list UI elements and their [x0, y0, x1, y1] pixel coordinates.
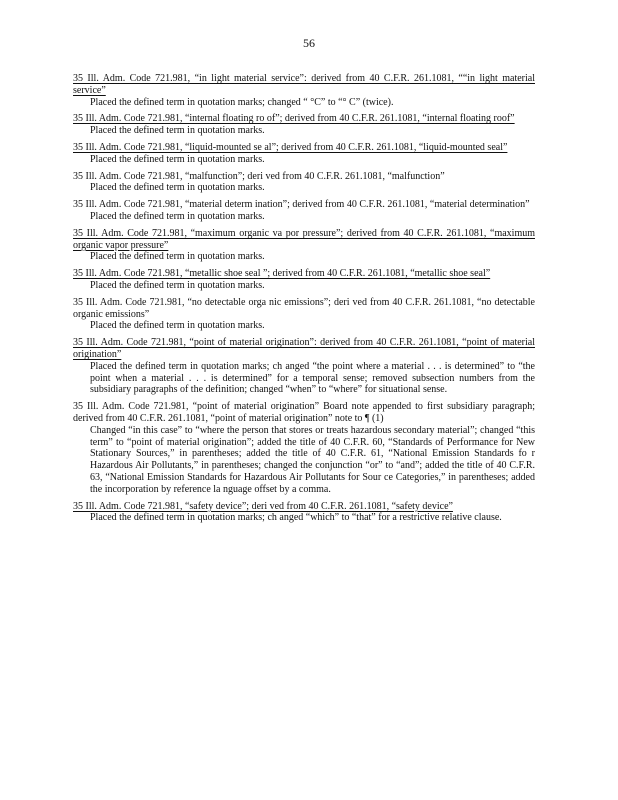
entry-citation: 35 Ill. Adm. Code 721.981, “maximum organic va por pressure”; derived from 40 C.F.R. 261.1081, “maximum organic vapor pressure”	[73, 227, 535, 251]
entry-note: Changed “in this case” to “where the person that stores or treats hazardous secondary material”; changed “this term” to “point of material origination”; added the title of 40 C.F.R. 60, “Standards of Performance for New Stationary Sources,” in parentheses; added the title of 40 C.F.R. 61, “National Emission Standards fo r Hazardous Air Pollutants,” in parentheses; changed the conjunction “or” to “and”; added the title of 40 C.F.R. 63, “National Emission Standards for Hazardous Air Pollutants for Sour ce Categories,” in parentheses; added the incorporation by reference la nguage offset by a comma.	[90, 424, 535, 495]
entries-list	[73, 73, 535, 529]
entry-note: Placed the defined term in quotation marks.	[90, 125, 265, 137]
entry-citation: 35 Ill. Adm. Code 721.981, “point of material origination”: derived from 40 C.F.R. 261.1081, “point of material origination”	[73, 337, 535, 360]
entry-citation: 35 Ill. Adm. Code 721.981, “metallic shoe seal ”; derived from 40 C.F.R. 261.1081, “metallic shoe seal”	[73, 268, 491, 280]
entry-citation: 35 Ill. Adm. Code 721.981, “material determ ination”; derived from 40 C.F.R. 261.1081, “material determination”	[73, 199, 530, 211]
entry	[73, 401, 535, 495]
entry-citation: 35 Ill. Adm. Code 721.981, “point of material origination” Board note appended to first subsidiary paragraph; derived from 40 C.F.R. 261.1081, “point of material origination” note to ¶ (1)	[73, 401, 535, 424]
entry	[73, 297, 535, 332]
entry	[73, 228, 535, 263]
entry	[73, 171, 535, 195]
page-number: 56	[303, 36, 315, 50]
entry	[73, 337, 535, 396]
entry-note: Placed the defined term in quotation marks.	[90, 279, 265, 291]
entry-citation: 35 Ill. Adm. Code 721.981, “malfunction”; deri ved from 40 C.F.R. 261.1081, “malfunction”	[73, 170, 445, 182]
entry-note: Placed the defined term in quotation marks; ch anged “which” to “that” for a restrictive relative clause.	[90, 512, 502, 524]
entry-citation: 35 Ill. Adm. Code 721.981, “no detectable orga nic emissions”; deri ved from 40 C.F.R. 261.1081, “no detectable organic emissions”	[73, 296, 535, 320]
entry-note: Placed the defined term in quotation marks.	[90, 153, 265, 165]
entry-note: Placed the defined term in quotation marks.	[90, 210, 265, 222]
entry-note: Placed the defined term in quotation marks.	[90, 182, 265, 194]
entry-citation: 35 Ill. Adm. Code 721.981, “safety device”; deri ved from 40 C.F.R. 261.1081, “safety device”	[73, 500, 453, 512]
entry	[73, 142, 535, 166]
entry	[73, 268, 535, 292]
entry	[73, 113, 535, 137]
entry	[73, 73, 535, 108]
entry-note: Placed the defined term in quotation marks; changed “ °C” to “° C” (twice).	[90, 96, 394, 108]
entry-citation: 35 Ill. Adm. Code 721.981, “liquid-mounted se al”; derived from 40 C.F.R. 261.1081, “liquid-mounted seal”	[73, 141, 508, 153]
entry-citation: 35 Ill. Adm. Code 721.981, “in light material service”: derived from 40 C.F.R. 261.1081, ““in light material service”	[73, 73, 535, 96]
entry-note: Placed the defined term in quotation marks.	[90, 251, 265, 263]
entry	[73, 199, 535, 223]
entry-citation: 35 Ill. Adm. Code 721.981, “internal floating ro of”; derived from 40 C.F.R. 261.1081, “internal floating roof”	[73, 113, 515, 125]
entry	[73, 501, 535, 525]
entry-note: Placed the defined term in quotation marks; ch anged “the point where a material . . . is determined” to “the point when a material . . . is determined” for a temporal sense; removed subsection numbers from the subsidiary paragraphs of the definition; changed “when” to “where” for situational sense.	[90, 360, 535, 396]
entry-note: Placed the defined term in quotation marks.	[90, 320, 265, 332]
